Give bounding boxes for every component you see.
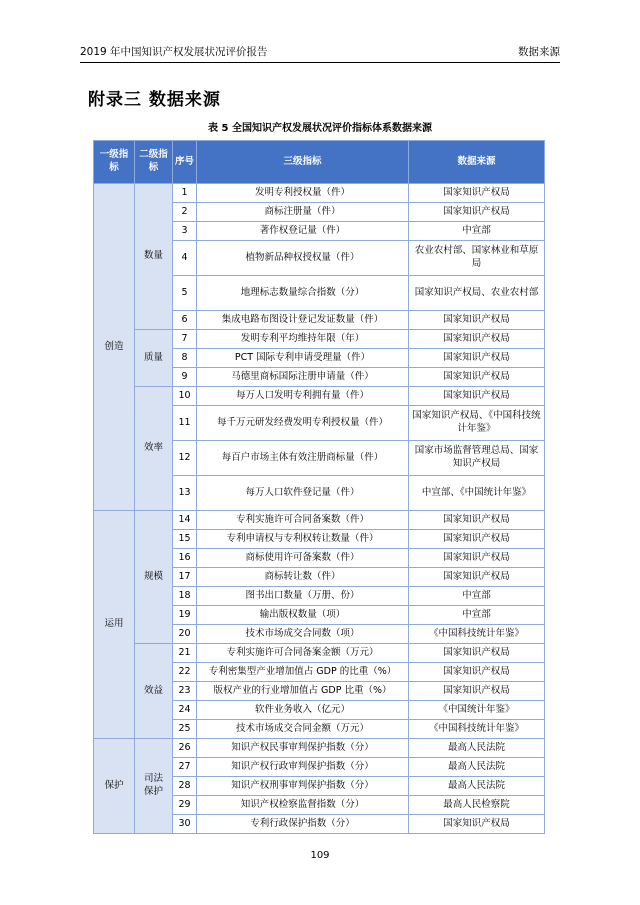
level1-cell: 创造	[94, 184, 135, 511]
level2-cell: 规模	[135, 511, 173, 644]
table-row	[94, 330, 545, 349]
source-cell: 国家知识产权局	[409, 568, 545, 587]
source-cell: 国家知识产权局	[409, 682, 545, 701]
indicator-cell: 图书出口数量（万册、份）	[197, 587, 409, 606]
level2-cell: 司法保护	[135, 739, 173, 834]
indicator-cell: 知识产权检察监督指数（分）	[197, 796, 409, 815]
page-number: 109	[310, 850, 330, 861]
indicator-cell: 专利实施许可合同备案金额（万元）	[197, 644, 409, 663]
indicator-cell: 马德里商标国际注册申请量（件）	[197, 368, 409, 387]
row-number-cell: 22	[173, 663, 197, 682]
source-cell: 国家知识产权局	[409, 815, 545, 834]
indicator-cell: PCT 国际专利申请受理量（件）	[197, 349, 409, 368]
indicator-cell: 技术市场成交合同金额（万元）	[197, 720, 409, 739]
indicator-cell: 输出版权数量（项）	[197, 606, 409, 625]
indicator-cell: 软件业务收入（亿元）	[197, 701, 409, 720]
page-header	[80, 44, 560, 62]
row-number-cell: 23	[173, 682, 197, 701]
level2-cell: 效益	[135, 644, 173, 739]
row-number-cell: 17	[173, 568, 197, 587]
level1-cell: 保护	[94, 739, 135, 834]
table-row	[94, 184, 545, 203]
header-level2: 二级指标	[135, 141, 173, 184]
header-source: 数据来源	[409, 141, 545, 184]
table-row	[94, 644, 545, 663]
source-cell: 国家知识产权局	[409, 644, 545, 663]
row-number-cell: 2	[173, 203, 197, 222]
source-cell: 国家知识产权局	[409, 511, 545, 530]
source-cell: 国家知识产权局	[409, 311, 545, 330]
source-cell: 国家知识产权局	[409, 387, 545, 406]
source-cell: 中宣部	[409, 587, 545, 606]
indicator-cell: 发明专利平均维持年限（年）	[197, 330, 409, 349]
indicator-cell: 每万人口软件登记量（件）	[197, 476, 409, 511]
indicator-cell: 专利行政保护指数（分）	[197, 815, 409, 834]
source-cell: 《中国科技统计年鉴》	[409, 625, 545, 644]
source-cell: 最高人民检察院	[409, 796, 545, 815]
row-number-cell: 27	[173, 758, 197, 777]
source-cell: 中宣部	[409, 222, 545, 241]
row-number-cell: 6	[173, 311, 197, 330]
source-cell: 最高人民法院	[409, 758, 545, 777]
indicator-cell: 每百户市场主体有效注册商标量（件）	[197, 441, 409, 476]
row-number-cell: 11	[173, 406, 197, 441]
indicator-cell: 集成电路布图设计登记发证数量（件）	[197, 311, 409, 330]
source-cell: 最高人民法院	[409, 777, 545, 796]
header-divider	[80, 62, 560, 63]
source-cell: 国家知识产权局	[409, 530, 545, 549]
row-number-cell: 20	[173, 625, 197, 644]
source-cell: 国家知识产权局	[409, 663, 545, 682]
source-cell: 国家知识产权局、农业农村部	[409, 276, 545, 311]
source-cell: 国家知识产权局	[409, 368, 545, 387]
row-number-cell: 5	[173, 276, 197, 311]
row-number-cell: 7	[173, 330, 197, 349]
source-cell: 国家市场监督管理总局、国家知识产权局	[409, 441, 545, 476]
table-row	[94, 387, 545, 406]
indicator-cell: 知识产权刑事审判保护指数（分）	[197, 777, 409, 796]
indicator-cell: 版权产业的行业增加值占 GDP 比重（%）	[197, 682, 409, 701]
row-number-cell: 15	[173, 530, 197, 549]
source-cell: 国家知识产权局、《中国科技统计年鉴》	[409, 406, 545, 441]
indicator-cell: 发明专利授权量（件）	[197, 184, 409, 203]
row-number-cell: 1	[173, 184, 197, 203]
header-level3: 三级指标	[197, 141, 409, 184]
row-number-cell: 9	[173, 368, 197, 387]
row-number-cell: 12	[173, 441, 197, 476]
source-cell: 最高人民法院	[409, 739, 545, 758]
row-number-cell: 3	[173, 222, 197, 241]
source-cell: 国家知识产权局	[409, 184, 545, 203]
source-cell: 中宣部、《中国统计年鉴》	[409, 476, 545, 511]
row-number-cell: 13	[173, 476, 197, 511]
row-number-cell: 30	[173, 815, 197, 834]
row-number-cell: 24	[173, 701, 197, 720]
level1-cell: 运用	[94, 511, 135, 739]
row-number-cell: 26	[173, 739, 197, 758]
indicator-cell: 专利申请权与专利权转让数量（件）	[197, 530, 409, 549]
indicator-cell: 商标注册量（件）	[197, 203, 409, 222]
indicator-cell: 专利实施许可合同备案数（件）	[197, 511, 409, 530]
level2-cell: 效率	[135, 387, 173, 511]
row-number-cell: 29	[173, 796, 197, 815]
indicator-cell: 商标使用许可备案数（件）	[197, 549, 409, 568]
source-cell: 《中国统计年鉴》	[409, 701, 545, 720]
indicator-cell: 技术市场成交合同数（项）	[197, 625, 409, 644]
row-number-cell: 28	[173, 777, 197, 796]
indicator-cell: 商标转让数（件）	[197, 568, 409, 587]
source-cell: 农业农村部、国家林业和草原局	[409, 241, 545, 276]
indicator-cell: 植物新品种权授权量（件）	[197, 241, 409, 276]
row-number-cell: 4	[173, 241, 197, 276]
row-number-cell: 19	[173, 606, 197, 625]
source-cell: 国家知识产权局	[409, 349, 545, 368]
table-row	[94, 739, 545, 758]
row-number-cell: 21	[173, 644, 197, 663]
header-level1: 一级指标	[94, 141, 135, 184]
indicator-cell: 专利密集型产业增加值占 GDP 的比重（%）	[197, 663, 409, 682]
table-body	[94, 184, 545, 834]
indicator-cell: 每千万元研发经费发明专利授权量（件）	[197, 406, 409, 441]
row-number-cell: 10	[173, 387, 197, 406]
row-number-cell: 8	[173, 349, 197, 368]
row-number-cell: 18	[173, 587, 197, 606]
source-cell: 《中国科技统计年鉴》	[409, 720, 545, 739]
indicator-cell: 著作权登记量（件）	[197, 222, 409, 241]
level2-cell: 质量	[135, 330, 173, 387]
indicator-cell: 每万人口发明专利拥有量（件）	[197, 387, 409, 406]
indicator-cell: 知识产权民事审判保护指数（分）	[197, 739, 409, 758]
indicator-cell: 知识产权行政审判保护指数（分）	[197, 758, 409, 777]
appendix-title: 附录三 数据来源	[88, 90, 221, 110]
row-number-cell: 14	[173, 511, 197, 530]
table-header-row	[94, 141, 545, 184]
source-cell: 国家知识产权局	[409, 203, 545, 222]
row-number-cell: 16	[173, 549, 197, 568]
source-cell: 中宣部	[409, 606, 545, 625]
source-cell: 国家知识产权局	[409, 549, 545, 568]
data-source-table	[93, 140, 545, 834]
level2-cell: 数量	[135, 184, 173, 330]
indicator-cell: 地理标志数量综合指数（分）	[197, 276, 409, 311]
source-cell: 国家知识产权局	[409, 330, 545, 349]
report-title: 2019 年中国知识产权发展状况评价报告	[80, 46, 268, 58]
table-row	[94, 511, 545, 530]
row-number-cell: 25	[173, 720, 197, 739]
section-name: 数据来源	[518, 46, 560, 58]
table-caption: 表 5 全国知识产权发展状况评价指标体系数据来源	[208, 123, 432, 134]
header-number: 序号	[173, 141, 197, 184]
